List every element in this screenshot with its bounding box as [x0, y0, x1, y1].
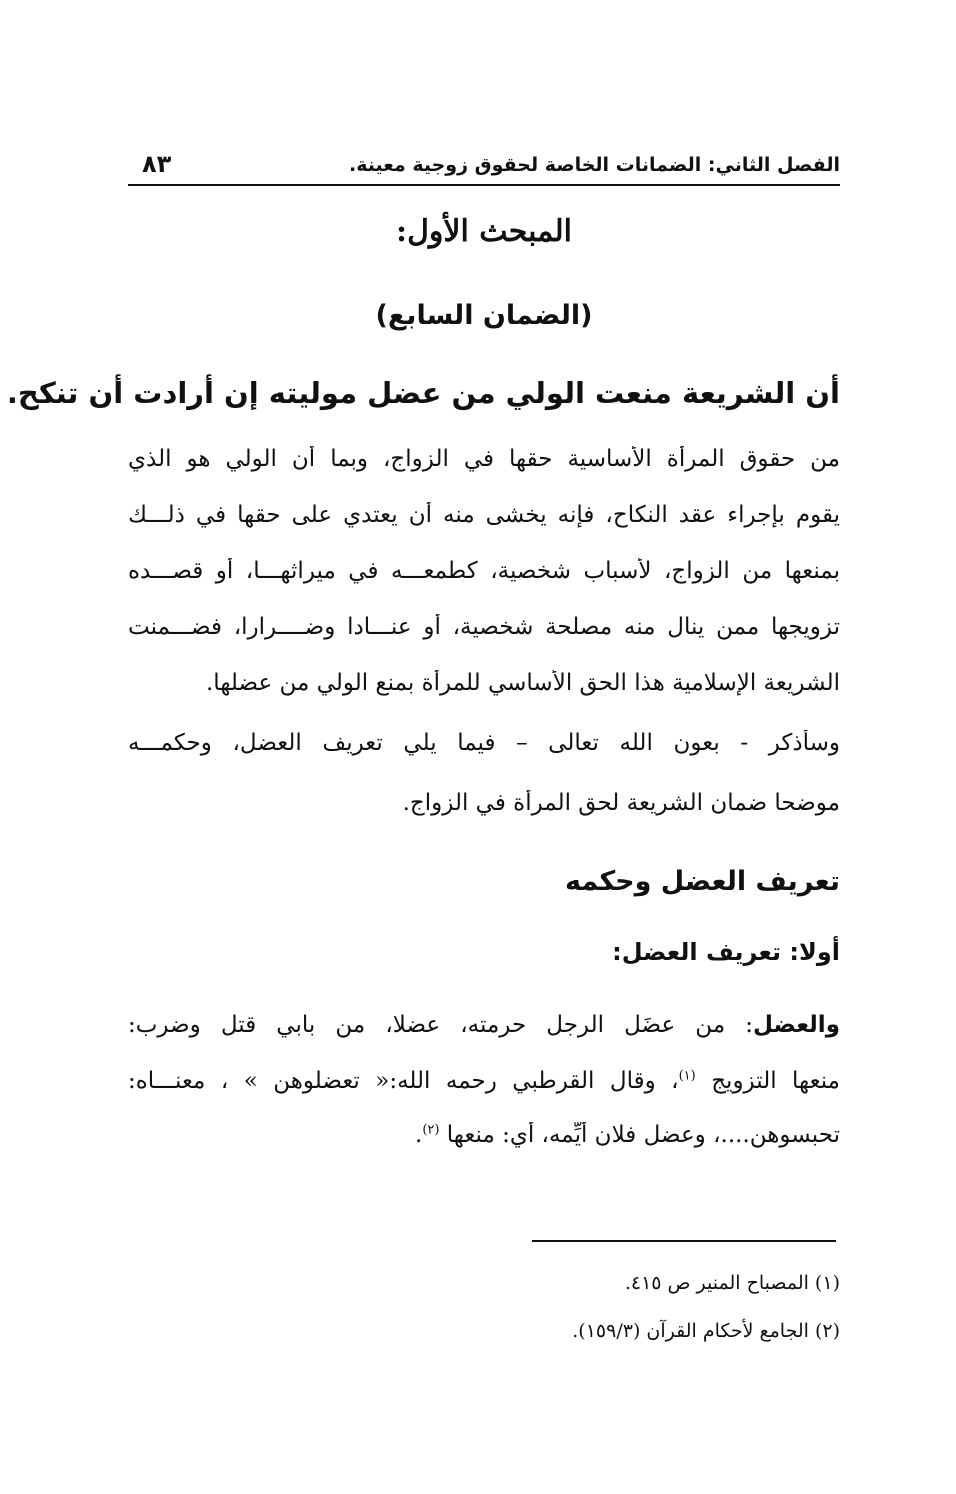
paragraph-line: من حقوق المرأة الأساسية حقها في الزواج، وبما أن الولي هو الذي	[128, 446, 840, 472]
subheading-first-definition: أولا: تعريف العضل:	[612, 938, 840, 966]
section-title: المبحث الأول:	[396, 214, 572, 249]
defined-term: والعضل	[753, 1012, 840, 1038]
main-heading: أن الشريعة منعت الولي من عضل موليته إن أرادت أن تنكح.	[6, 376, 840, 410]
paragraph-line: يقوم بإجراء عقد النكاح، فإنه يخشى منه أن يعتدي على حقها في ذلـــك	[128, 502, 840, 528]
paragraph-line: الشريعة الإسلامية هذا الحق الأساسي للمرأة بمنع الولي من عضلها.	[206, 670, 840, 696]
footnote-marker[interactable]: (٢)	[422, 1122, 440, 1138]
footnote-item: (١) المصباح المنير ص ٤١٥.	[624, 1272, 840, 1294]
definition-text: .	[415, 1122, 423, 1148]
paragraph-line: بمنعها من الزواج، لأسباب شخصية، كطمعـــه في ميراثهـــا، أو قصـــده	[128, 558, 840, 584]
definition-line	[128, 1068, 840, 1108]
subheading-definition-ruling: تعريف العضل وحكمه	[564, 866, 840, 897]
definition-text: : من عضَل الرجل حرمته، عضلا، من بابي قتل وضرب:	[128, 1012, 753, 1038]
page-header	[128, 142, 840, 186]
running-title: الفصل الثاني: الضمانات الخاصة لحقوق زوجية معينة.	[348, 154, 840, 176]
footnote-item: (٢) الجامع لأحكام القرآن (١٥٩/٣).	[572, 1320, 840, 1342]
footnote-marker[interactable]: (١)	[678, 1068, 696, 1084]
definition-text: منعها التزويج	[711, 1068, 840, 1094]
footnote-divider	[532, 1240, 836, 1242]
paragraph-line: وسأذكر - بعون الله تعالى – فيما يلي تعريف العضل، وحكمـــه	[128, 730, 840, 756]
definition-line	[128, 1012, 840, 1052]
definition-text: ، وقال القرطبي رحمه الله:« تعضلوهن » ، معنـــاه:	[128, 1068, 679, 1094]
guarantee-title: (الضمان السابع)	[375, 300, 593, 331]
definition-line	[128, 1122, 840, 1162]
page-number: ٨٣	[142, 150, 172, 178]
definition-text: تحبسوهن....، وعضل فلان أيِّمه، أي: منعها	[446, 1122, 840, 1148]
paragraph-line: موضحا ضمان الشريعة لحق المرأة في الزواج.	[402, 790, 840, 816]
paragraph-line: تزويجها ممن ينال منه مصلحة شخصية، أو عنـــادا وضــــرارا، فضـــمنت	[128, 614, 840, 640]
